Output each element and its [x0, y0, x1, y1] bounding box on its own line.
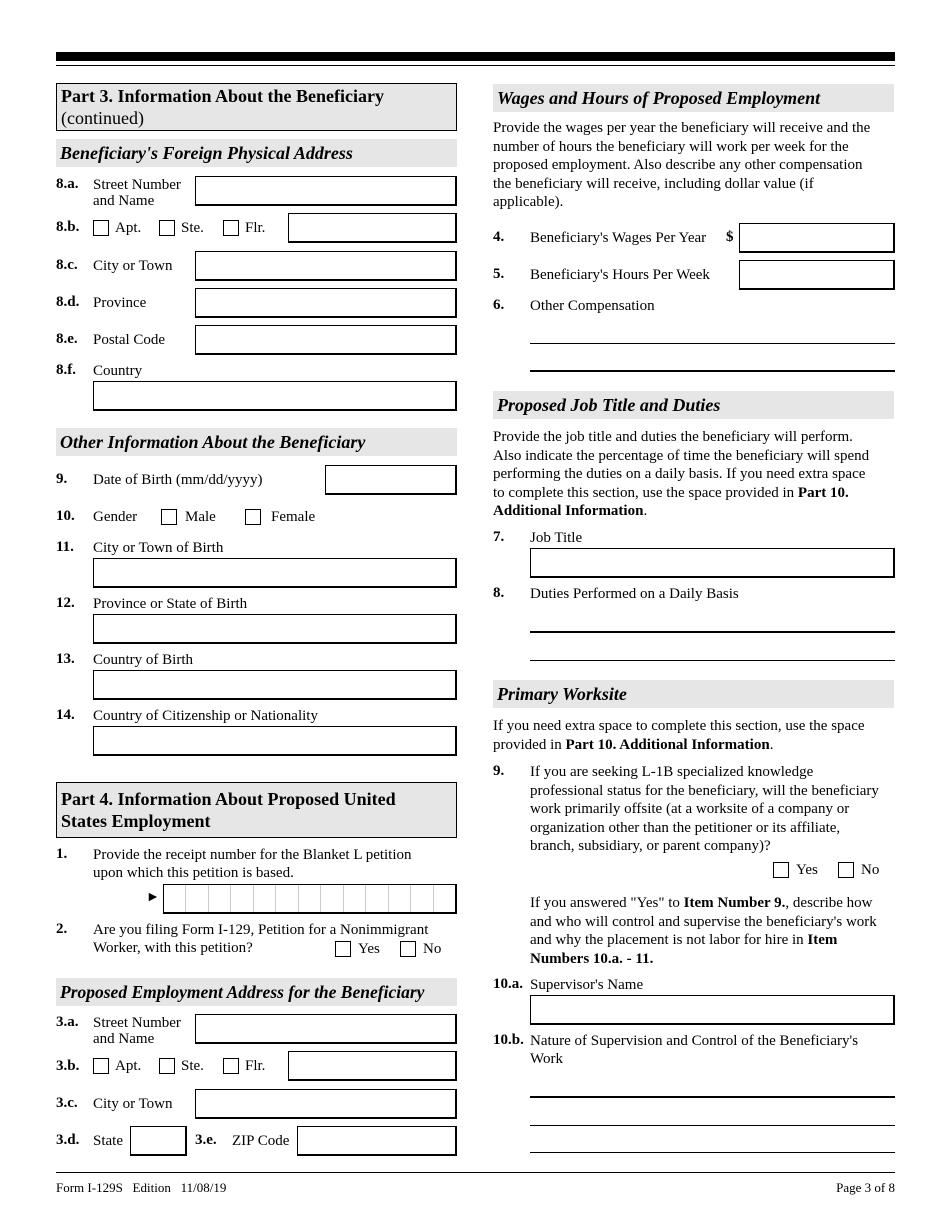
instruction-line: and who will control and supervise the beneficiary's work [530, 913, 877, 930]
offsite-yes-checkbox[interactable] [773, 862, 789, 878]
wages-paragraph [493, 119, 895, 212]
dob-label: Date of Birth (mm/dd/yyyy) [93, 472, 263, 488]
job-para-line: performing the duties on a daily basis. If you need extra space [493, 466, 866, 482]
receipt-question-line2: upon which this petition is based. [93, 865, 294, 881]
receipt-arrow-icon: ► [146, 890, 160, 905]
item-3e-number: 3.e. [195, 1132, 217, 1148]
form-edition: Form I-129S Edition 11/08/19 [56, 1180, 227, 1195]
worksite-para-line: If you need extra space to complete this section, use the space [493, 718, 865, 734]
emp-street-label-1: Street Number [93, 1015, 181, 1031]
other-comp-line-1[interactable] [530, 343, 895, 344]
item-8a-number: 8.a. [56, 176, 79, 192]
offsite-question-line: professional status for the beneficiary, will the beneficiary [530, 782, 879, 799]
filing-no-label: No [423, 941, 442, 957]
item-8c-number: 8.c. [56, 257, 78, 273]
item-8-number: 8. [493, 585, 505, 601]
wages-heading: Wages and Hours of Proposed Employment [493, 84, 894, 112]
filing-question-line2: Worker, with this petition? [93, 940, 253, 956]
other-comp-label: Other Compensation [530, 298, 655, 314]
offsite-question-line: work primarily offsite (at a worksite of a company or [530, 801, 850, 817]
dob-input[interactable] [325, 465, 457, 495]
item-4-number: 4. [493, 229, 505, 245]
duties-line-2[interactable] [530, 660, 895, 661]
ste-label: Ste. [181, 220, 204, 236]
hours-input[interactable] [739, 260, 895, 290]
item-3a-number: 3.a. [56, 1014, 79, 1030]
item-10-number: 10. [56, 508, 75, 524]
item-14-number: 14. [56, 707, 75, 723]
job-para-text: to complete this section, use the space provided in [493, 484, 798, 501]
gender-label: Gender [93, 509, 138, 525]
dollar-sign: $ [726, 229, 734, 245]
job-para-bold: Additional Information [493, 503, 644, 519]
job-para-line [493, 484, 895, 503]
nature-line-2[interactable] [530, 1125, 895, 1126]
part4-title-line2: States Employment [61, 811, 211, 831]
item-10b-number: 10.b. [493, 1032, 524, 1048]
wages-para-line: Provide the wages per year the beneficiary will receive and the [493, 120, 871, 136]
part3-title: Part 3. Information About the Beneficiary [61, 86, 384, 106]
item-8f-number: 8.f. [56, 362, 76, 378]
city-birth-label: City or Town of Birth [93, 540, 224, 556]
nature-line-3[interactable] [530, 1152, 895, 1153]
country-birth-input[interactable] [93, 670, 457, 700]
item-8e-number: 8.e. [56, 331, 78, 347]
foreign-province-input[interactable] [195, 288, 457, 318]
emp-apt-label: Apt. [115, 1058, 142, 1074]
top-rule-thin [56, 65, 895, 66]
emp-ste-checkbox[interactable] [159, 1058, 175, 1074]
foreign-flr-checkbox[interactable] [223, 220, 239, 236]
emp-city-input[interactable] [195, 1089, 457, 1119]
province-birth-input[interactable] [93, 614, 457, 644]
street-label-1: Street Number [93, 177, 181, 193]
job-title-label: Job Title [530, 530, 583, 546]
instruction-text: If you answered "Yes" to [530, 895, 684, 911]
wages-input[interactable] [739, 223, 895, 253]
part4-item-1-number: 1. [56, 846, 68, 862]
filing-question-line1: Are you filing Form I-129, Petition for a Nonimmigrant [93, 922, 429, 938]
job-para-line [493, 502, 895, 521]
foreign-unit-input[interactable] [288, 213, 457, 243]
female-label: Female [271, 509, 316, 525]
state-label: State [93, 1133, 123, 1149]
zip-input[interactable] [297, 1126, 457, 1156]
state-input[interactable] [130, 1126, 187, 1156]
wages-para-line: number of hours the beneficiary will work per week for the [493, 138, 849, 155]
hours-label: Beneficiary's Hours Per Week [530, 267, 710, 283]
emp-unit-input[interactable] [288, 1051, 457, 1081]
country-label: Country [93, 363, 143, 379]
city-label: City or Town [93, 258, 173, 274]
wages-para-line: applicable). [493, 194, 564, 210]
street-label-2: and Name [93, 193, 155, 209]
item-6-number: 6. [493, 297, 505, 313]
province-label: Province [93, 295, 147, 311]
item-8d-number: 8.d. [56, 294, 80, 310]
job-para-line: Provide the job title and duties the beneficiary will perform. [493, 429, 853, 445]
part4-title-line1: Part 4. Information About Proposed United [61, 789, 396, 809]
instruction-text: and why the placement is not labor for hire in [530, 932, 808, 948]
emp-street-input[interactable] [195, 1014, 457, 1044]
emp-city-label: City or Town [93, 1096, 173, 1112]
item-12-number: 12. [56, 595, 75, 611]
item-9-number: 9. [56, 471, 68, 487]
offsite-no-label: No [861, 862, 880, 878]
wages-label: Beneficiary's Wages Per Year [530, 230, 707, 246]
nature-label-line1: Nature of Supervision and Control of the Beneficiary's [530, 1033, 859, 1049]
employment-address-heading: Proposed Employment Address for the Beneficiary [56, 978, 457, 1006]
offsite-yes-label: Yes [796, 862, 818, 878]
province-birth-label: Province or State of Birth [93, 596, 248, 612]
filing-no-checkbox[interactable] [400, 941, 416, 957]
item-10a-number: 10.a. [493, 976, 523, 992]
worksite-para-text: . [769, 736, 774, 753]
foreign-postal-input[interactable] [195, 325, 457, 355]
part4-header [56, 782, 457, 838]
item-13-number: 13. [56, 651, 75, 667]
male-label: Male [185, 509, 216, 525]
country-birth-label: Country of Birth [93, 652, 193, 668]
foreign-street-input[interactable] [195, 176, 457, 206]
job-para-line: Also indicate the percentage of time the beneficiary will spend [493, 447, 870, 464]
emp-street-label-2: and Name [93, 1031, 155, 1047]
citizenship-input[interactable] [93, 726, 457, 756]
female-checkbox[interactable] [245, 509, 261, 525]
worksite-item-9-number: 9. [493, 763, 505, 779]
duties-line-1[interactable] [530, 631, 895, 633]
instruction-line [530, 950, 895, 969]
supervisor-input[interactable] [530, 995, 895, 1025]
instruction-text: , describe how [785, 895, 873, 911]
citizenship-label: Country of Citizenship or Nationality [93, 708, 318, 724]
footer-rule [56, 1172, 895, 1173]
apt-label: Apt. [115, 220, 142, 236]
filing-yes-label: Yes [358, 941, 380, 957]
foreign-city-input[interactable] [195, 251, 457, 281]
zip-label: ZIP Code [232, 1133, 290, 1149]
job-para-text: . [643, 503, 648, 519]
foreign-country-input[interactable] [93, 381, 457, 411]
supervisor-label: Supervisor's Name [530, 977, 644, 993]
instruction-bold: Numbers 10.a. - 11. [530, 950, 654, 967]
other-info-heading: Other Information About the Beneficiary [56, 428, 457, 456]
item-11-number: 11. [56, 539, 74, 555]
job-para-bold: Part 10. [797, 484, 849, 501]
instruction-bold: Item [807, 932, 838, 948]
page-number: Page 3 of 8 [836, 1180, 895, 1195]
part3-header [56, 83, 457, 131]
emp-flr-label: Flr. [245, 1058, 266, 1074]
nature-line-1[interactable] [530, 1096, 895, 1098]
worksite-para-text: provided in [493, 736, 566, 753]
offsite-question-line: If you are seeking L-1B specialized knowledge [530, 764, 814, 780]
receipt-question-line1: Provide the receipt number for the Blanket L petition [93, 847, 412, 863]
worksite-para-line [493, 736, 895, 755]
job-paragraph [493, 428, 895, 521]
male-checkbox[interactable] [161, 509, 177, 525]
offsite-question-line: organization other than the petitioner or its affiliate, [530, 819, 841, 836]
other-comp-line-2[interactable] [530, 370, 895, 372]
offsite-no-checkbox[interactable] [838, 862, 854, 878]
worksite-para-bold: Part 10. Additional Information [565, 736, 770, 753]
duties-label: Duties Performed on a Daily Basis [530, 586, 739, 602]
foreign-ste-checkbox[interactable] [159, 220, 175, 236]
foreign-apt-checkbox[interactable] [93, 220, 109, 236]
filing-yes-checkbox[interactable] [335, 941, 351, 957]
job-heading: Proposed Job Title and Duties [493, 391, 894, 419]
item-7-number: 7. [493, 529, 505, 545]
instruction-line [530, 894, 895, 913]
receipt-number-input[interactable] [163, 884, 457, 914]
item-3d-number: 3.d. [56, 1132, 80, 1148]
offsite-question [530, 763, 895, 856]
instruction-line [530, 931, 895, 950]
top-rule-thick [56, 52, 895, 61]
offsite-instruction [530, 894, 895, 968]
job-title-input[interactable] [530, 548, 895, 578]
wages-para-line: the beneficiary will receive, including dollar value (if [493, 175, 814, 192]
item-5-number: 5. [493, 266, 505, 282]
emp-flr-checkbox[interactable] [223, 1058, 239, 1074]
part4-item-2-number: 2. [56, 921, 68, 937]
item-3c-number: 3.c. [56, 1095, 78, 1111]
emp-apt-checkbox[interactable] [93, 1058, 109, 1074]
worksite-paragraph [493, 717, 895, 754]
offsite-question-line: branch, subsidiary, or parent company)? [530, 838, 771, 854]
instruction-bold: Item Number 9. [683, 895, 786, 911]
flr-label: Flr. [245, 220, 266, 236]
worksite-heading: Primary Worksite [493, 680, 894, 708]
emp-ste-label: Ste. [181, 1058, 204, 1074]
wages-para-line: proposed employment. Also describe any other compensation [493, 157, 863, 173]
city-birth-input[interactable] [93, 558, 457, 588]
nature-label-line2: Work [530, 1051, 563, 1067]
item-3b-number: 3.b. [56, 1058, 80, 1074]
item-8b-number: 8.b. [56, 219, 80, 235]
postal-label: Postal Code [93, 332, 166, 348]
part3-continued: (continued) [61, 108, 144, 128]
foreign-address-heading: Beneficiary's Foreign Physical Address [56, 139, 457, 167]
